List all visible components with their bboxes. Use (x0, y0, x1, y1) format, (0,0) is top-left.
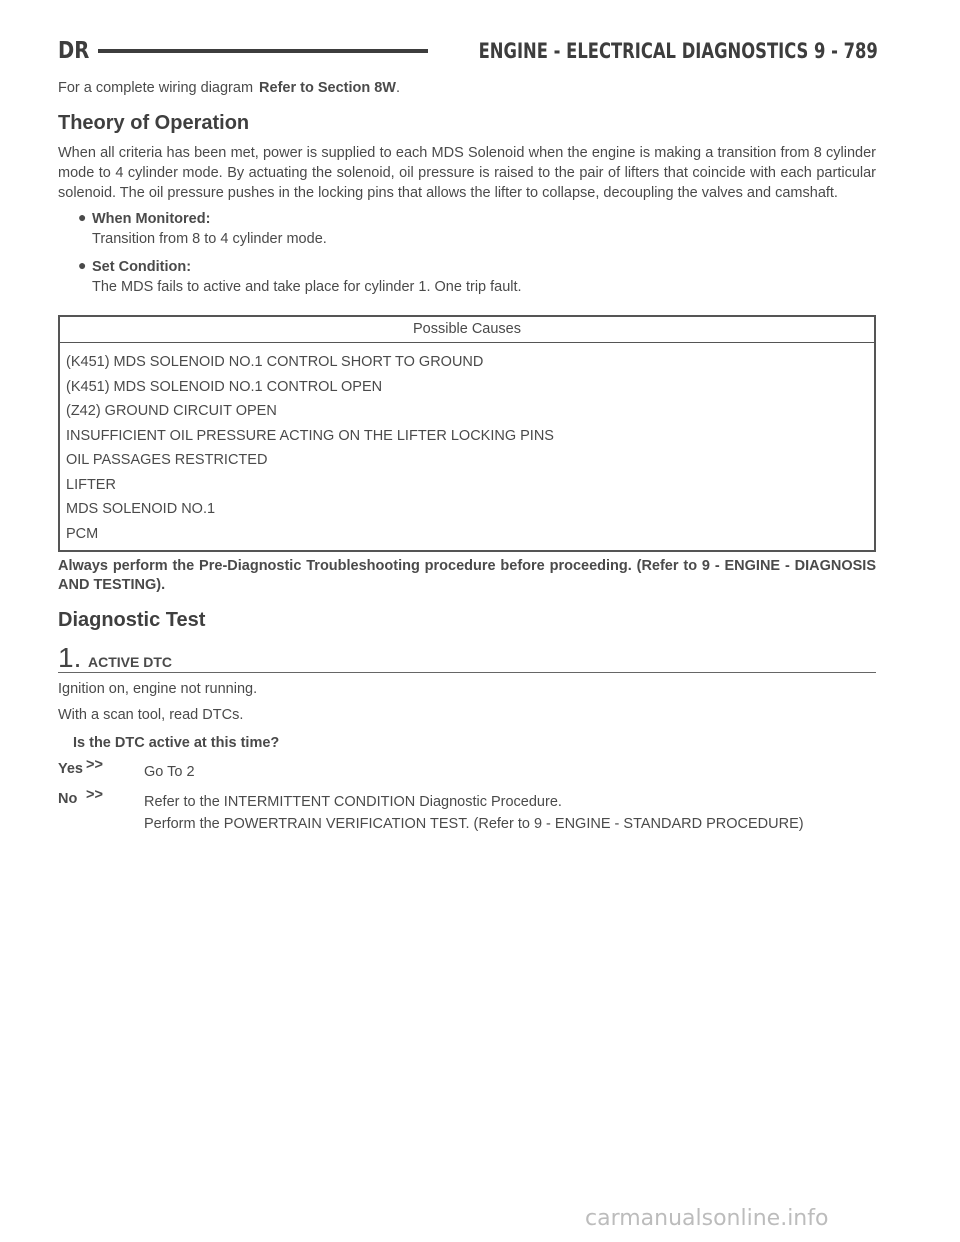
condition-text: The MDS fails to active and take place for cylinder 1. One trip fault. (92, 279, 522, 295)
bullet-icon: ● (78, 209, 87, 225)
step-instruction: With a scan tool, read DTCs. (58, 707, 244, 723)
causes-header: Possible Causes (60, 317, 874, 343)
condition-item (78, 257, 876, 297)
theory-paragraph: When all criteria has been met, power is supplied to each MDS Solenoid when the engine is making a transition from 8 cylinder mode to 4 cylinder mode. By actuating the solenoid, oil pressure is raised to the pair of lifters that coincide with each particular solenoid. The oil pressure pushes in the locking pins that allows the lifter to collapse, decoupling the valves and camshaft. (58, 145, 876, 201)
condition-label: Set Condition: (92, 259, 192, 275)
wiring-intro-text: For a complete wiring diagram (58, 80, 254, 96)
procedure-note: Always perform the Pre-Diagnostic Troubleshooting procedure before proceeding. (Refer to 9 - ENGINE - DIAGNOSIS AND TESTING). (58, 558, 876, 593)
answer-label: No (58, 791, 78, 807)
page-header (58, 34, 878, 68)
wiring-reference-link[interactable]: Refer to Section 8W (259, 80, 396, 96)
answer-text: Refer to the INTERMITTENT CONDITION Diagnostic Procedure. (144, 794, 562, 810)
answer-no (58, 787, 876, 835)
answer-label: Yes (58, 761, 83, 777)
condition-label: When Monitored: (92, 211, 211, 227)
diagnostic-heading: Diagnostic Test (58, 609, 206, 631)
wiring-intro (58, 78, 876, 98)
condition-list (58, 209, 876, 297)
condition-item (78, 209, 876, 249)
bullet-icon: ● (78, 257, 87, 273)
header-rule (98, 49, 428, 53)
cause-item: (K451) MDS SOLENOID NO.1 CONTROL SHORT TO GROUND (66, 354, 484, 370)
answer-yes (58, 757, 876, 783)
causes-list (60, 343, 874, 550)
step-question: Is the DTC active at this time? (73, 735, 280, 751)
page-content (58, 76, 876, 835)
step-number: 1. (58, 642, 82, 673)
cause-item: LIFTER (66, 476, 116, 493)
possible-causes-table (58, 315, 876, 552)
step-instruction: Ignition on, engine not running. (58, 681, 258, 697)
answer-text: Perform the POWERTRAIN VERIFICATION TEST. (Refer to 9 - ENGINE - STANDARD PROCEDURE) (144, 816, 804, 832)
cause-item: INSUFFICIENT OIL PRESSURE ACTING ON THE LIFTER LOCKING PINS (66, 427, 554, 444)
step-title: ACTIVE DTC (88, 654, 172, 670)
cause-item: PCM (66, 525, 99, 542)
theory-heading: Theory of Operation (58, 112, 250, 134)
wiring-intro-suffix: . (396, 80, 401, 96)
section-title: ENGINE - ELECTRICAL DIAGNOSTICS 9 - 789 (478, 39, 878, 63)
step-heading (58, 640, 876, 673)
cause-item: OIL PASSAGES RESTRICTED (66, 452, 268, 468)
cause-item: (K451) MDS SOLENOID NO.1 CONTROL OPEN (66, 378, 383, 395)
cause-item: (Z42) GROUND CIRCUIT OPEN (66, 403, 277, 419)
answer-text: Go To 2 (144, 764, 195, 780)
site-watermark: carmanualsonline.info (585, 1206, 829, 1231)
arrow-icon: >> (86, 757, 103, 773)
vehicle-code: DR (58, 38, 90, 64)
condition-text: Transition from 8 to 4 cylinder mode. (92, 231, 327, 247)
cause-item: MDS SOLENOID NO.1 (66, 501, 216, 517)
arrow-icon: >> (86, 787, 103, 803)
